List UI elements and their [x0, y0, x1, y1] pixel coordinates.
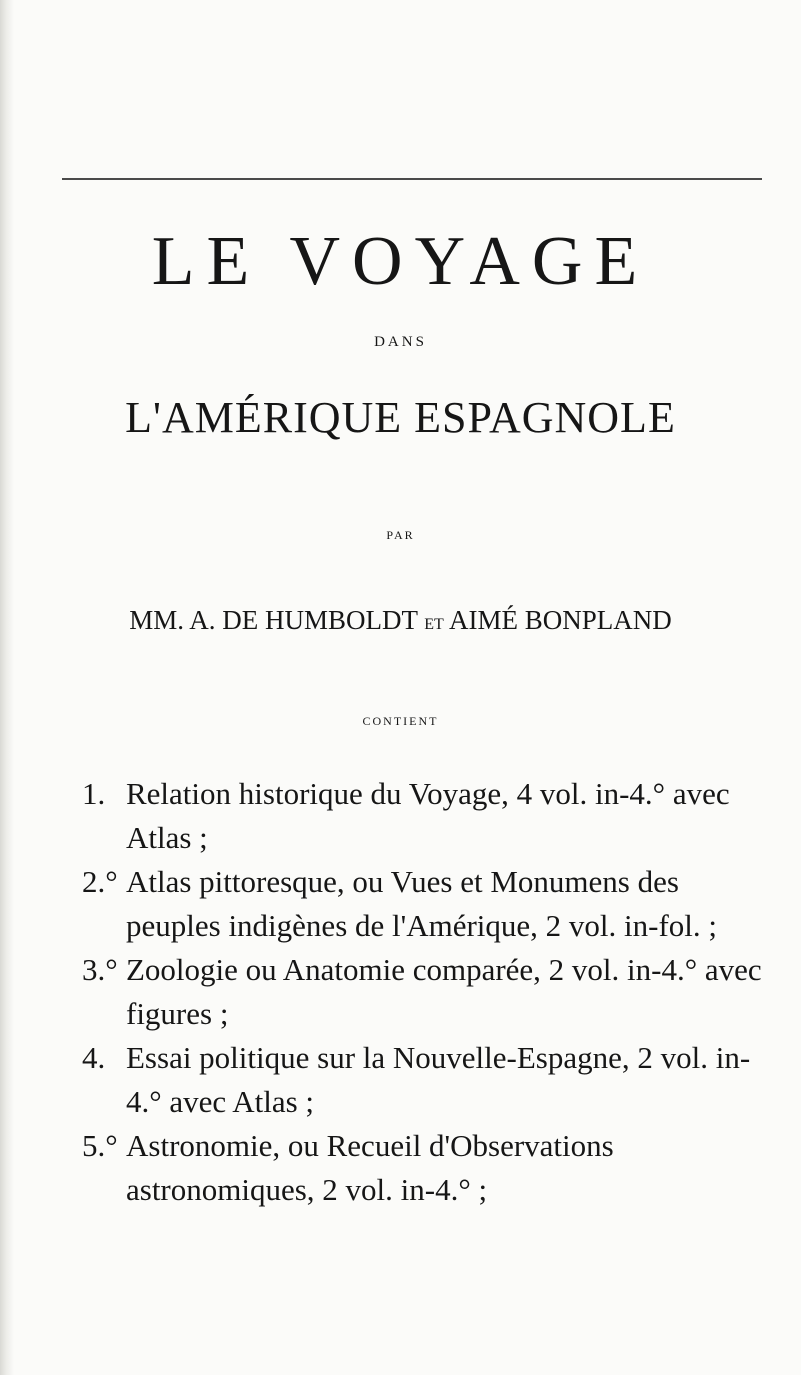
- author-bonpland: AIMÉ BONPLAND: [449, 605, 672, 635]
- item-text: Atlas pittoresque, ou Vues et Monumens des peuples indigènes de l'Amérique, 2 vol. in-fol. ;: [126, 864, 718, 943]
- list-item: [82, 948, 772, 1036]
- item-number: 5.°: [82, 1128, 118, 1163]
- item-text: Relation historique du Voyage, 4 vol. in-4.° avec Atlas ;: [126, 776, 730, 855]
- item-number: 1.: [82, 776, 106, 811]
- item-text: Astronomie, ou Recueil d'Observations astronomiques, 2 vol. in-4.° ;: [126, 1128, 614, 1207]
- title-voyage: LE VOYAGE: [151, 223, 650, 300]
- authors-line: [0, 605, 801, 636]
- contents-list: [82, 772, 772, 1212]
- author-conjunction: ET: [424, 616, 444, 633]
- list-item: [82, 772, 772, 860]
- item-number: 2.°: [82, 864, 118, 899]
- title-dans: DANS: [374, 334, 427, 350]
- author-humboldt: MM. A. DE HUMBOLDT: [129, 605, 418, 635]
- page-binding-edge: [0, 0, 14, 1375]
- label-contient: CONTIENT: [362, 714, 439, 728]
- list-item: [82, 860, 772, 948]
- item-number: 3.°: [82, 952, 118, 987]
- item-text: Zoologie ou Anatomie comparée, 2 vol. in-4.° avec figures ;: [126, 952, 762, 1031]
- subtitle-amerique: L'AMÉRIQUE ESPAGNOLE: [125, 393, 676, 442]
- item-number: 4.: [82, 1040, 106, 1075]
- item-text: Essai politique sur la Nouvelle-Espagne, 2 vol. in-4.° avec Atlas ;: [126, 1040, 751, 1119]
- list-item: [82, 1036, 772, 1124]
- top-rule: [62, 178, 762, 180]
- label-par: PAR: [386, 528, 415, 542]
- list-item: [82, 1124, 772, 1212]
